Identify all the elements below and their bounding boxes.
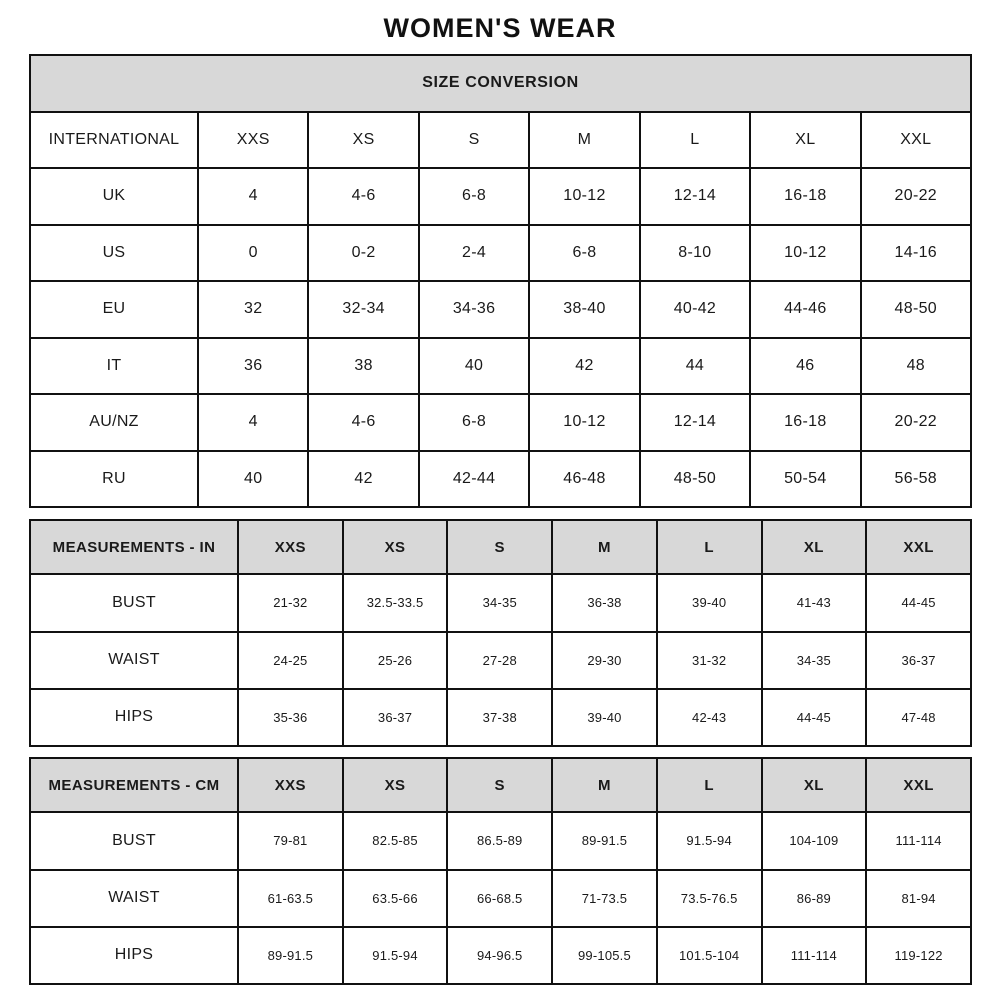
- value-cell: 44: [640, 338, 750, 395]
- table-row-eu: [30, 281, 971, 338]
- value-cell: 8-10: [640, 225, 750, 282]
- row-label: WAIST: [30, 870, 238, 927]
- value-cell: 56-58: [861, 451, 971, 508]
- value-cell: 73.5-76.5: [657, 870, 762, 927]
- value-cell: 4: [198, 394, 308, 451]
- row-label: IT: [30, 338, 198, 395]
- table-row-hips-cm: [30, 927, 971, 984]
- column-header: INTERNATIONAL: [30, 112, 198, 169]
- table-row-us: [30, 225, 971, 282]
- size-conversion-title: SIZE CONVERSION: [30, 55, 971, 112]
- table-row-ru: [30, 451, 971, 508]
- column-header: XL: [750, 112, 860, 169]
- column-header: XL: [762, 758, 867, 812]
- row-label: AU/NZ: [30, 394, 198, 451]
- row-label: EU: [30, 281, 198, 338]
- column-header: M: [552, 758, 657, 812]
- value-cell: 38: [308, 338, 418, 395]
- value-cell: 32-34: [308, 281, 418, 338]
- measurements-cm-title: MEASUREMENTS - CM: [30, 758, 238, 812]
- value-cell: 91.5-94: [657, 812, 762, 869]
- value-cell: 16-18: [750, 394, 860, 451]
- value-cell: 41-43: [762, 574, 867, 631]
- row-label: RU: [30, 451, 198, 508]
- column-header: S: [447, 520, 552, 574]
- value-cell: 39-40: [552, 689, 657, 746]
- value-cell: 38-40: [529, 281, 639, 338]
- value-cell: 32: [198, 281, 308, 338]
- value-cell: 44-45: [762, 689, 867, 746]
- value-cell: 101.5-104: [657, 927, 762, 984]
- value-cell: 29-30: [552, 632, 657, 689]
- value-cell: 91.5-94: [343, 927, 448, 984]
- value-cell: 86-89: [762, 870, 867, 927]
- value-cell: 40: [419, 338, 529, 395]
- row-label: BUST: [30, 574, 238, 631]
- value-cell: 12-14: [640, 394, 750, 451]
- value-cell: 10-12: [529, 394, 639, 451]
- row-label: US: [30, 225, 198, 282]
- column-header-row: [30, 758, 971, 812]
- value-cell: 6-8: [529, 225, 639, 282]
- value-cell: 6-8: [419, 168, 529, 225]
- column-header: XS: [343, 758, 448, 812]
- value-cell: 24-25: [238, 632, 343, 689]
- value-cell: 48: [861, 338, 971, 395]
- table-row-uk: [30, 168, 971, 225]
- value-cell: 34-36: [419, 281, 529, 338]
- value-cell: 79-81: [238, 812, 343, 869]
- value-cell: 71-73.5: [552, 870, 657, 927]
- value-cell: 31-32: [657, 632, 762, 689]
- value-cell: 32.5-33.5: [343, 574, 448, 631]
- value-cell: 42: [529, 338, 639, 395]
- value-cell: 48-50: [640, 451, 750, 508]
- table-section-header-row: [30, 55, 971, 112]
- size-conversion-table: [29, 54, 972, 508]
- value-cell: 21-32: [238, 574, 343, 631]
- value-cell: 36-37: [343, 689, 448, 746]
- value-cell: 37-38: [447, 689, 552, 746]
- column-header: L: [640, 112, 750, 169]
- column-header: XXL: [861, 112, 971, 169]
- column-header: L: [657, 520, 762, 574]
- table-row-bust-cm: [30, 812, 971, 869]
- value-cell: 36-38: [552, 574, 657, 631]
- table-row-it: [30, 338, 971, 395]
- value-cell: 40: [198, 451, 308, 508]
- value-cell: 42-43: [657, 689, 762, 746]
- table-row-bust-in: [30, 574, 971, 631]
- value-cell: 119-122: [866, 927, 971, 984]
- measurements-in-table: [29, 519, 972, 747]
- value-cell: 16-18: [750, 168, 860, 225]
- value-cell: 27-28: [447, 632, 552, 689]
- value-cell: 0-2: [308, 225, 418, 282]
- table-row-aunz: [30, 394, 971, 451]
- value-cell: 2-4: [419, 225, 529, 282]
- value-cell: 46-48: [529, 451, 639, 508]
- row-label: UK: [30, 168, 198, 225]
- value-cell: 14-16: [861, 225, 971, 282]
- column-header: XXS: [198, 112, 308, 169]
- value-cell: 39-40: [657, 574, 762, 631]
- column-header: XXL: [866, 520, 971, 574]
- value-cell: 104-109: [762, 812, 867, 869]
- column-header: M: [552, 520, 657, 574]
- value-cell: 4-6: [308, 168, 418, 225]
- column-header-row: [30, 112, 971, 169]
- column-header: L: [657, 758, 762, 812]
- value-cell: 47-48: [866, 689, 971, 746]
- table-row-hips-in: [30, 689, 971, 746]
- value-cell: 89-91.5: [552, 812, 657, 869]
- value-cell: 86.5-89: [447, 812, 552, 869]
- value-cell: 42-44: [419, 451, 529, 508]
- value-cell: 48-50: [861, 281, 971, 338]
- value-cell: 12-14: [640, 168, 750, 225]
- value-cell: 66-68.5: [447, 870, 552, 927]
- value-cell: 0: [198, 225, 308, 282]
- value-cell: 50-54: [750, 451, 860, 508]
- value-cell: 36: [198, 338, 308, 395]
- column-header: XXS: [238, 758, 343, 812]
- value-cell: 42: [308, 451, 418, 508]
- value-cell: 94-96.5: [447, 927, 552, 984]
- value-cell: 111-114: [762, 927, 867, 984]
- column-header: XXS: [238, 520, 343, 574]
- page-title: WOMEN'S WEAR: [383, 13, 617, 43]
- column-header: XXL: [866, 758, 971, 812]
- row-label: WAIST: [30, 632, 238, 689]
- value-cell: 20-22: [861, 168, 971, 225]
- value-cell: 10-12: [529, 168, 639, 225]
- value-cell: 35-36: [238, 689, 343, 746]
- measurements-cm-table: [29, 757, 972, 985]
- row-label: HIPS: [30, 689, 238, 746]
- row-label: HIPS: [30, 927, 238, 984]
- value-cell: 6-8: [419, 394, 529, 451]
- table-row-waist-in: [30, 632, 971, 689]
- value-cell: 10-12: [750, 225, 860, 282]
- value-cell: 63.5-66: [343, 870, 448, 927]
- row-label: BUST: [30, 812, 238, 869]
- column-header-row: [30, 520, 971, 574]
- value-cell: 25-26: [343, 632, 448, 689]
- value-cell: 34-35: [447, 574, 552, 631]
- value-cell: 4: [198, 168, 308, 225]
- value-cell: 36-37: [866, 632, 971, 689]
- value-cell: 61-63.5: [238, 870, 343, 927]
- value-cell: 81-94: [866, 870, 971, 927]
- value-cell: 82.5-85: [343, 812, 448, 869]
- value-cell: 111-114: [866, 812, 971, 869]
- column-header: S: [447, 758, 552, 812]
- value-cell: 89-91.5: [238, 927, 343, 984]
- value-cell: 34-35: [762, 632, 867, 689]
- column-header: M: [529, 112, 639, 169]
- value-cell: 4-6: [308, 394, 418, 451]
- column-header: S: [419, 112, 529, 169]
- column-header: XS: [343, 520, 448, 574]
- value-cell: 44-45: [866, 574, 971, 631]
- measurements-in-title: MEASUREMENTS - IN: [30, 520, 238, 574]
- value-cell: 20-22: [861, 394, 971, 451]
- column-header: XL: [762, 520, 867, 574]
- table-row-waist-cm: [30, 870, 971, 927]
- value-cell: 44-46: [750, 281, 860, 338]
- value-cell: 40-42: [640, 281, 750, 338]
- value-cell: 99-105.5: [552, 927, 657, 984]
- column-header: XS: [308, 112, 418, 169]
- value-cell: 46: [750, 338, 860, 395]
